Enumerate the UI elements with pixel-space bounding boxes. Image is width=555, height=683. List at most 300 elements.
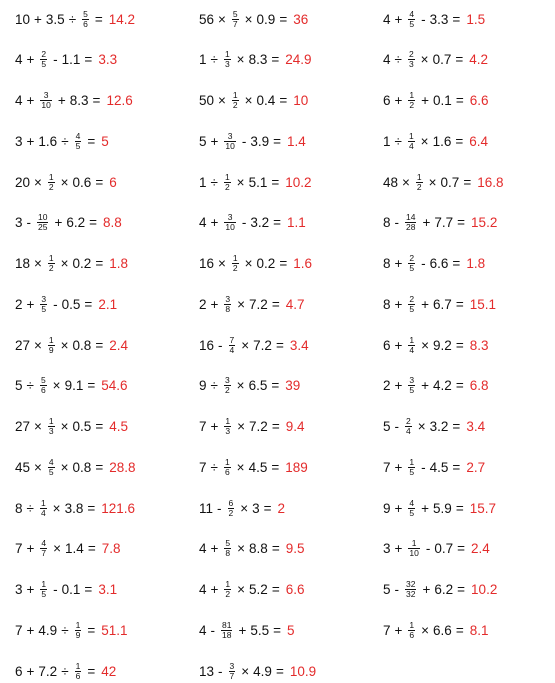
operand: 9 xyxy=(199,378,207,394)
operator: × xyxy=(417,419,426,434)
operand: 5 xyxy=(383,582,391,597)
answer: 36 xyxy=(293,11,309,27)
operand: 3.3 xyxy=(429,11,449,27)
problem-row xyxy=(199,333,309,357)
problem-row xyxy=(383,170,504,194)
operator: × xyxy=(241,663,250,679)
operator: × xyxy=(428,174,437,190)
equals-sign: = xyxy=(271,52,280,68)
fraction-numerator: 6 xyxy=(228,497,234,508)
answer: 5 xyxy=(101,133,109,149)
fraction-numerator: 2 xyxy=(409,293,415,304)
operator: + xyxy=(422,582,431,597)
operand: 0.8 xyxy=(72,459,92,475)
equals-sign: = xyxy=(457,215,466,231)
operand: 3 xyxy=(15,582,23,597)
fraction xyxy=(232,254,239,273)
problem-row xyxy=(15,333,128,357)
fraction-denominator: 6 xyxy=(40,385,46,396)
fraction-numerator: 1 xyxy=(224,171,230,182)
fraction xyxy=(224,213,235,232)
operator: × xyxy=(218,256,226,271)
operator: + xyxy=(57,93,66,108)
answer: 8.3 xyxy=(469,337,489,353)
operand: 0.6 xyxy=(72,174,92,190)
operator: + xyxy=(210,215,219,231)
fraction-numerator: 1 xyxy=(48,171,54,182)
fraction-numerator: 5 xyxy=(232,8,238,19)
fraction-numerator: 2 xyxy=(409,253,415,263)
equals-sign: = xyxy=(273,133,282,149)
equals-sign: = xyxy=(87,133,96,149)
fraction xyxy=(48,173,55,192)
problem-row xyxy=(15,48,117,72)
equals-sign: = xyxy=(94,11,103,27)
operand: 8 xyxy=(383,256,391,271)
fraction-denominator: 10 xyxy=(225,222,235,233)
operand: 7 xyxy=(383,622,391,638)
equals-sign: = xyxy=(271,378,280,394)
operand: 3.2 xyxy=(429,419,449,434)
answer: 10 xyxy=(293,93,309,108)
fraction-numerator: 3 xyxy=(409,375,415,386)
equals-sign: = xyxy=(271,419,280,434)
problem-row xyxy=(199,252,312,276)
fraction-denominator: 2 xyxy=(224,181,230,192)
fraction xyxy=(82,10,89,29)
equals-sign: = xyxy=(95,459,104,475)
operator: × xyxy=(236,378,245,394)
operator: × xyxy=(236,459,245,475)
equals-sign: = xyxy=(275,663,284,679)
operator: - xyxy=(421,256,426,271)
fraction xyxy=(75,621,82,640)
operand: 3.2 xyxy=(250,215,270,231)
operator: - xyxy=(217,500,222,516)
equals-sign: = xyxy=(95,256,104,271)
operator: + xyxy=(26,622,35,638)
answer: 6.6 xyxy=(285,582,305,597)
operand: 0.7 xyxy=(440,174,460,190)
fraction-denominator: 8 xyxy=(225,548,231,559)
answer: 39 xyxy=(285,378,301,394)
problem-row xyxy=(199,578,304,602)
operator: + xyxy=(394,93,403,108)
operator: ÷ xyxy=(394,52,402,68)
fraction-numerator: 4 xyxy=(75,130,81,141)
fraction-numerator: 3 xyxy=(41,293,47,304)
fraction xyxy=(232,10,239,29)
operand: 1 xyxy=(199,174,207,190)
fraction-denominator: 7 xyxy=(41,548,47,559)
answer: 15.7 xyxy=(469,500,496,516)
operand: 6 xyxy=(383,93,391,108)
problem-row xyxy=(199,618,295,642)
answer: 5 xyxy=(287,622,295,638)
answer: 4.7 xyxy=(285,296,305,312)
operand: 6 xyxy=(383,337,391,353)
problem-row xyxy=(199,415,304,439)
operand: 7 xyxy=(199,419,207,434)
fraction-numerator: 1 xyxy=(40,497,46,508)
fraction-numerator: 2 xyxy=(41,49,47,60)
fraction-numerator: 5 xyxy=(225,538,231,549)
operand: 4.9 xyxy=(253,663,272,679)
fraction-denominator: 5 xyxy=(48,466,54,477)
answer: 6.8 xyxy=(469,378,489,394)
answer: 8.1 xyxy=(469,622,489,638)
fraction-numerator: 2 xyxy=(408,49,414,60)
operator: × xyxy=(402,174,410,190)
answer: 6.4 xyxy=(469,133,489,149)
fraction-denominator: 10 xyxy=(225,140,235,151)
operand: 1 xyxy=(383,133,391,149)
fraction xyxy=(408,539,419,558)
operator: ÷ xyxy=(61,622,69,638)
operator: × xyxy=(60,256,69,271)
fraction-numerator: 4 xyxy=(41,538,47,549)
problem-row xyxy=(199,170,312,194)
problem-row xyxy=(15,537,120,561)
fraction-denominator: 4 xyxy=(40,507,46,518)
operand: 0.1 xyxy=(433,93,452,108)
answer: 15.1 xyxy=(469,296,496,312)
fraction-numerator: 1 xyxy=(411,538,417,549)
answer: 189 xyxy=(285,459,308,475)
operator: × xyxy=(53,541,62,557)
answer: 24.9 xyxy=(285,52,312,68)
operand: 7.7 xyxy=(434,215,454,231)
answer: 3.4 xyxy=(466,419,486,434)
equals-sign: = xyxy=(463,174,472,190)
equals-sign: = xyxy=(87,663,96,679)
operator: + xyxy=(421,93,430,108)
fraction-denominator: 18 xyxy=(222,629,232,640)
operand: 0.2 xyxy=(72,256,92,271)
operand: 8 xyxy=(383,296,391,312)
operand: 6.2 xyxy=(66,215,86,231)
fraction-denominator: 10 xyxy=(41,100,51,110)
problem-row xyxy=(199,292,304,316)
fraction xyxy=(48,254,55,273)
fraction-numerator: 1 xyxy=(232,253,238,263)
fraction-denominator: 6 xyxy=(75,670,81,681)
operand: 1.6 xyxy=(38,133,58,149)
operator: × xyxy=(237,582,246,597)
operand: 6.6 xyxy=(429,256,449,271)
answer: 1.5 xyxy=(466,11,486,27)
operator: ÷ xyxy=(61,133,69,149)
operand: 7 xyxy=(383,459,391,475)
operator: - xyxy=(241,215,247,231)
answer: 9.5 xyxy=(285,541,305,557)
operand: 4 xyxy=(199,541,207,557)
operator: - xyxy=(421,459,426,475)
operand: 3 xyxy=(15,215,23,231)
operator: × xyxy=(34,419,42,434)
operand: 4 xyxy=(383,52,391,68)
fraction-numerator: 1 xyxy=(409,90,415,100)
fraction xyxy=(224,132,235,151)
operator: + xyxy=(210,419,219,434)
fraction-denominator: 2 xyxy=(48,181,54,192)
fraction xyxy=(229,662,236,681)
equals-sign: = xyxy=(279,256,288,271)
operand: 0.4 xyxy=(256,93,276,108)
equals-sign: = xyxy=(275,337,284,353)
fraction xyxy=(224,376,231,395)
answer: 2 xyxy=(277,500,286,516)
equals-sign: = xyxy=(279,93,288,108)
operator: × xyxy=(60,174,69,190)
operator: + xyxy=(394,256,403,271)
equals-sign: = xyxy=(84,52,93,68)
operand: 8 xyxy=(383,215,391,231)
problem-row xyxy=(199,211,306,235)
fraction xyxy=(75,132,82,151)
problem-row xyxy=(199,537,304,561)
operator: + xyxy=(238,622,247,638)
answer: 2.4 xyxy=(109,337,128,353)
operator: × xyxy=(34,337,42,353)
fraction-denominator: 8 xyxy=(225,303,231,314)
answer: 3.4 xyxy=(289,337,309,353)
operator: + xyxy=(26,52,35,68)
operator: ÷ xyxy=(26,378,34,394)
operand: 4 xyxy=(199,622,207,638)
operand: 48 xyxy=(383,174,399,190)
operand: 27 xyxy=(15,337,31,353)
operator: × xyxy=(52,500,61,516)
fraction xyxy=(408,376,415,395)
fraction-numerator: 1 xyxy=(41,579,47,589)
operator: × xyxy=(34,256,42,271)
operand: 0.2 xyxy=(256,256,276,271)
problem-row xyxy=(15,374,128,398)
fraction xyxy=(408,91,415,110)
fraction xyxy=(221,621,232,640)
answer: 54.6 xyxy=(101,378,128,394)
operand: 50 xyxy=(199,93,215,108)
operand: 3.8 xyxy=(64,500,84,516)
fraction-numerator: 32 xyxy=(406,579,416,589)
fraction-denominator: 9 xyxy=(75,629,81,640)
operator: + xyxy=(421,296,430,312)
operator: ÷ xyxy=(210,52,218,68)
equals-sign: = xyxy=(271,582,280,597)
operator: + xyxy=(422,215,431,231)
operator: - xyxy=(241,133,247,149)
equals-sign: = xyxy=(84,296,93,312)
fraction-numerator: 1 xyxy=(48,253,54,263)
fraction-numerator: 3 xyxy=(225,293,231,304)
operator: × xyxy=(60,419,69,434)
fraction xyxy=(228,499,235,518)
operator: - xyxy=(26,215,32,231)
fraction-denominator: 2 xyxy=(224,385,230,396)
fraction-denominator: 5 xyxy=(409,385,415,396)
operand: 9 xyxy=(383,500,391,516)
fraction-denominator: 5 xyxy=(75,140,81,151)
operator: × xyxy=(218,93,226,108)
equals-sign: = xyxy=(455,337,464,353)
operator: × xyxy=(34,459,42,475)
operand: 11 xyxy=(199,500,214,516)
answer: 10.2 xyxy=(285,174,312,190)
problem-row xyxy=(383,129,488,153)
operand: 4.5 xyxy=(248,459,268,475)
answer: 51.1 xyxy=(101,622,128,638)
fraction xyxy=(416,173,423,192)
operator: + xyxy=(26,663,35,679)
fraction-denominator: 7 xyxy=(229,670,235,681)
equals-sign: = xyxy=(89,215,98,231)
operator: × xyxy=(244,256,253,271)
operator: + xyxy=(26,582,35,597)
problem-row xyxy=(15,252,128,276)
equals-sign: = xyxy=(455,622,464,638)
answer: 2.7 xyxy=(466,459,486,475)
operand: 6.7 xyxy=(433,296,452,312)
fraction-numerator: 1 xyxy=(409,456,415,467)
answer: 3.3 xyxy=(98,52,118,68)
equals-sign: = xyxy=(95,174,104,190)
fraction xyxy=(405,580,416,599)
operand: 4.2 xyxy=(433,378,452,394)
fraction-numerator: 1 xyxy=(48,334,54,345)
operand: 0.7 xyxy=(432,52,452,68)
fraction-denominator: 2 xyxy=(416,181,422,192)
equals-sign: = xyxy=(452,419,461,434)
operator: ÷ xyxy=(210,459,218,475)
equals-sign: = xyxy=(455,378,464,394)
operator: × xyxy=(60,337,69,353)
operand: 4 xyxy=(15,52,23,68)
problem-row xyxy=(383,252,485,276)
equals-sign: = xyxy=(95,337,104,353)
equals-sign: = xyxy=(271,459,280,475)
fraction xyxy=(37,213,48,232)
answer: 8.8 xyxy=(103,215,122,231)
fraction-denominator: 2 xyxy=(48,263,54,273)
answer: 1.1 xyxy=(287,215,306,231)
operand: 3.9 xyxy=(250,133,270,149)
answer: 2.4 xyxy=(471,541,490,557)
fraction-numerator: 4 xyxy=(409,8,415,19)
fraction-denominator: 2 xyxy=(232,263,238,273)
fraction-denominator: 25 xyxy=(38,222,48,233)
operand: 6.5 xyxy=(248,378,268,394)
fraction-denominator: 4 xyxy=(409,344,415,355)
fraction-numerator: 1 xyxy=(224,456,230,467)
answer: 1.8 xyxy=(466,256,486,271)
answer: 2.1 xyxy=(98,296,118,312)
fraction xyxy=(229,336,236,355)
operand: 5 xyxy=(199,133,207,149)
fraction-numerator: 81 xyxy=(222,619,232,630)
operand: 16 xyxy=(199,256,215,271)
equals-sign: = xyxy=(273,215,282,231)
problem-row xyxy=(383,496,496,520)
answer: 15.2 xyxy=(471,215,498,231)
fraction-numerator: 1 xyxy=(409,334,415,345)
fraction-denominator: 6 xyxy=(409,629,415,640)
operator: - xyxy=(425,541,431,557)
fraction xyxy=(405,213,416,232)
operator: ÷ xyxy=(210,174,218,190)
fraction xyxy=(224,458,231,477)
operator: ÷ xyxy=(61,663,69,679)
operand: 0.9 xyxy=(256,11,276,27)
operator: + xyxy=(26,541,35,557)
operand: 45 xyxy=(15,459,31,475)
fraction xyxy=(408,10,415,29)
operator: × xyxy=(218,11,226,27)
fraction-denominator: 2 xyxy=(232,100,238,110)
problem-row xyxy=(15,211,122,235)
operator: × xyxy=(237,541,246,557)
fraction-numerator: 4 xyxy=(48,456,54,467)
equals-sign: = xyxy=(452,256,461,271)
operand: 7.2 xyxy=(253,337,272,353)
operator: + xyxy=(210,541,219,557)
equals-sign: = xyxy=(455,500,464,516)
operand: 4.5 xyxy=(429,459,449,475)
operand: 3.5 xyxy=(45,11,65,27)
operand: 9.2 xyxy=(433,337,452,353)
operator: × xyxy=(241,337,250,353)
answer: 6.6 xyxy=(469,93,489,108)
fraction-denominator: 28 xyxy=(406,222,416,233)
operator: × xyxy=(244,93,253,108)
answer: 9.4 xyxy=(285,419,305,434)
operand: 1.6 xyxy=(432,133,452,149)
fraction xyxy=(75,662,82,681)
operand: 8.3 xyxy=(248,52,268,68)
fraction xyxy=(408,621,415,640)
answer: 1.4 xyxy=(287,133,306,149)
fraction xyxy=(40,295,47,314)
fraction xyxy=(40,580,47,599)
operator: × xyxy=(236,52,245,68)
fraction xyxy=(224,50,231,69)
operator: - xyxy=(210,622,216,638)
equals-sign: = xyxy=(452,459,461,475)
operator: × xyxy=(420,133,429,149)
fraction xyxy=(405,417,412,436)
answer: 16.8 xyxy=(477,174,504,190)
fraction xyxy=(408,50,415,69)
operator: × xyxy=(420,52,429,68)
problem-row xyxy=(199,374,300,398)
problem-row xyxy=(199,7,308,31)
operator: - xyxy=(421,11,426,27)
equals-sign: = xyxy=(457,541,466,557)
answer: 42 xyxy=(101,663,117,679)
operator: × xyxy=(34,174,42,190)
equals-sign: = xyxy=(457,582,466,597)
operator: ÷ xyxy=(394,133,402,149)
problem-row xyxy=(15,415,128,439)
problem-row xyxy=(199,89,308,113)
operator: + xyxy=(26,93,35,108)
operator: + xyxy=(394,337,403,353)
equals-sign: = xyxy=(455,93,464,108)
problem-row xyxy=(383,7,485,31)
operator: + xyxy=(394,622,403,638)
problem-row xyxy=(199,659,316,683)
operand: 18 xyxy=(15,256,31,271)
